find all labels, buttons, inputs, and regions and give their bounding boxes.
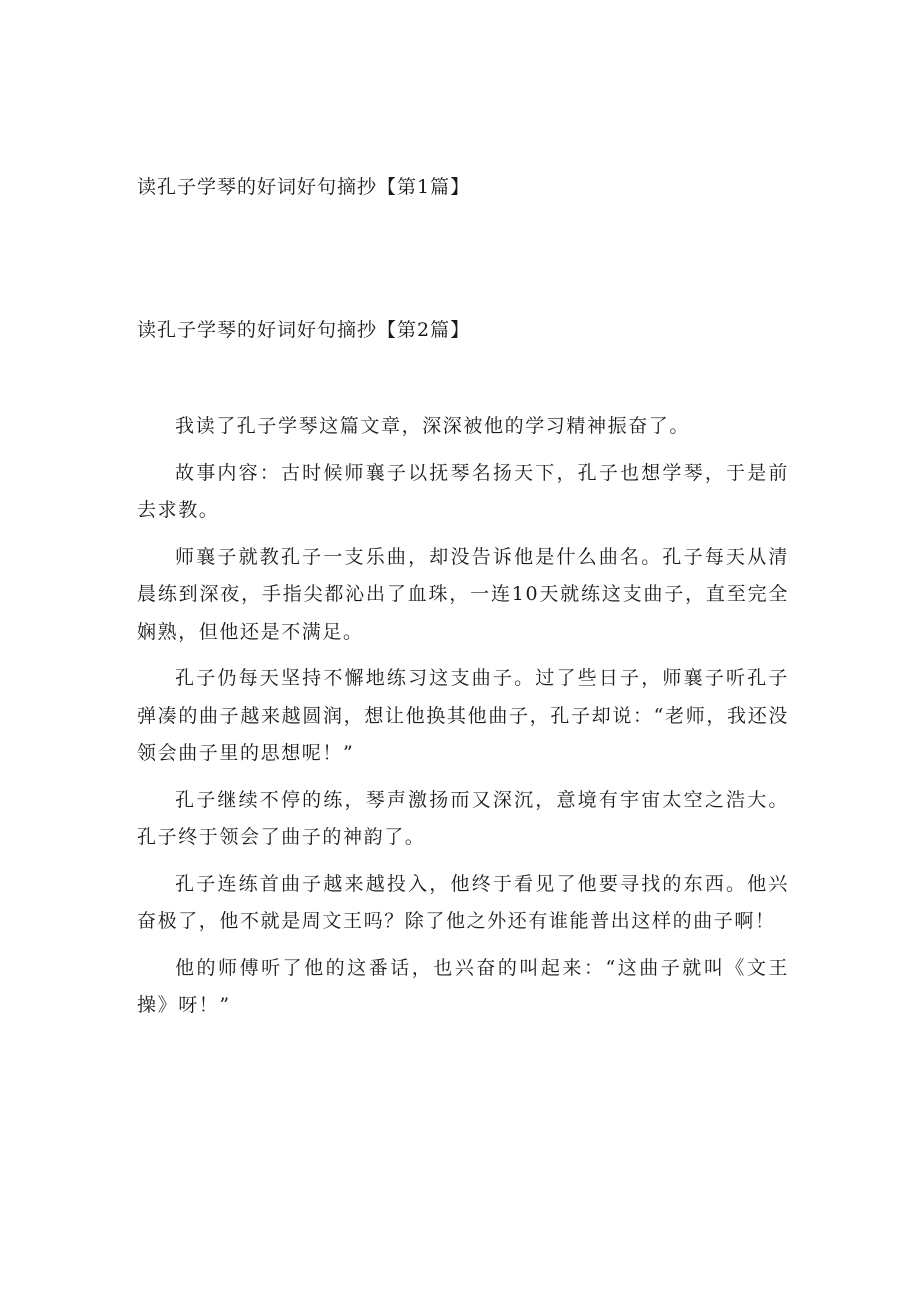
article-1-heading: 读孔子学琴的好词好句摘抄【第1篇】 bbox=[137, 176, 471, 198]
paragraph-mastery: 孔子继续不停的练，琴声激扬而又深沉，意境有宇宙太空之浩大。孔子终于领会了曲子的神韵了。 bbox=[137, 788, 789, 848]
article-2-heading: 读孔子学琴的好词好句摘抄【第2篇】 bbox=[137, 319, 471, 341]
paragraph-intro: 我读了孔子学琴这篇文章，深深被他的学习精神振奋了。 bbox=[175, 415, 691, 437]
paragraph-conclusion: 他的师傅听了他的这番话，也兴奋的叫起来：“这曲子就叫《文王操》呀！” bbox=[137, 956, 789, 1016]
paragraph-insight: 孔子连练首曲子越来越投入，他终于看见了他要寻找的东西。他兴奋极了，他不就是周文王吗？除了他之外还有谁能普出这样的曲子啊！ bbox=[137, 872, 789, 932]
article-2-body bbox=[137, 408, 789, 1034]
paragraph-practice: 师襄子就教孔子一支乐曲，却没告诉他是什么曲名。孔子每天从清晨练到深夜，手指尖都沁出了血珠，一连10天就练这支曲子，直至完全娴熟，但他还是不满足。 bbox=[137, 545, 789, 643]
paragraph-persistence: 孔子仍每天坚持不懈地练习这支曲子。过了些日子，师襄子听孔子弹凑的曲子越来越圆润，想让他换其他曲子，孔子却说：“老师，我还没领会曲子里的思想呢！” bbox=[137, 667, 789, 764]
paragraph-story-summary: 故事内容：古时候师襄子以抚琴名扬天下，孔子也想学琴，于是前去求教。 bbox=[137, 461, 789, 521]
